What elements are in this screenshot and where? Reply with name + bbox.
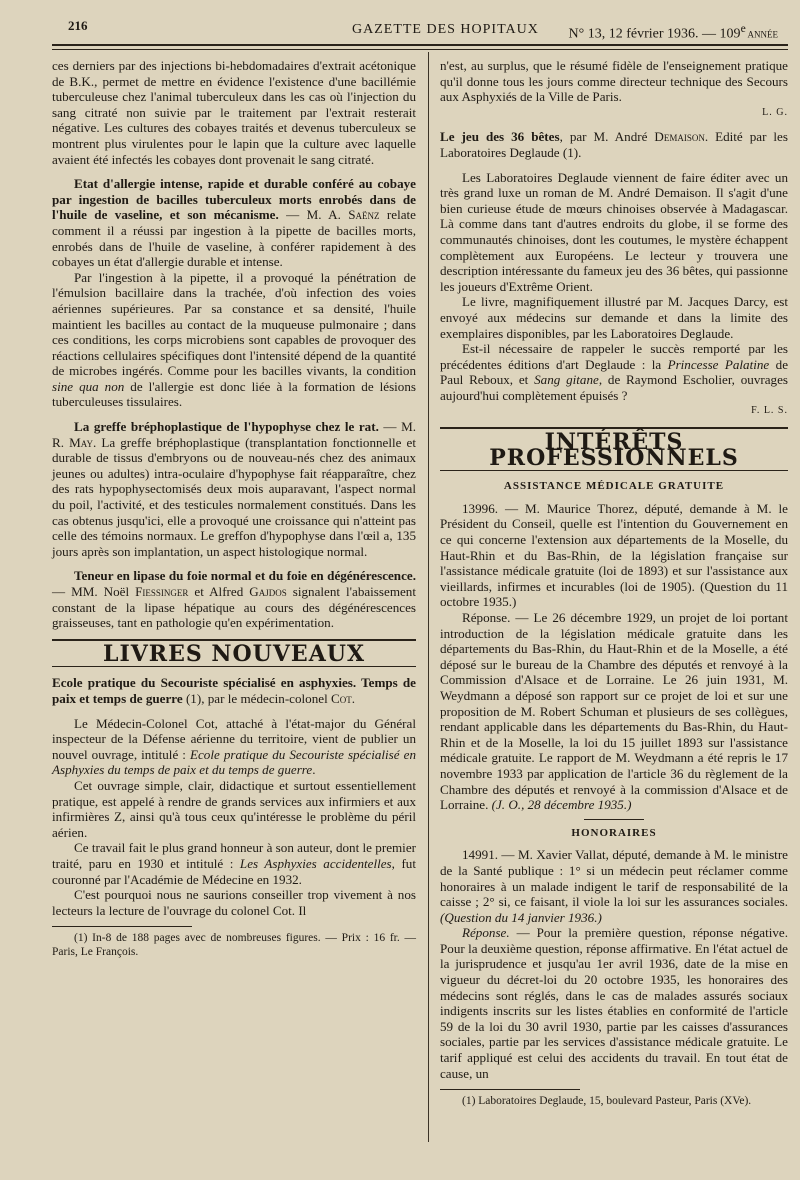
paragraph: C'est pourquoi nous ne saurions conseiller trop vivement à nos lecteurs la lecture de l'ouvrage du colonel Cot. Il <box>52 887 416 918</box>
journal-title: GAZETTE DES HOPITAUX <box>352 22 539 37</box>
subheading-assistance: ASSISTANCE MÉDICALE GRATUITE <box>503 480 725 493</box>
section-title-livres: LIVRES NOUVEAUX <box>102 640 366 667</box>
subheading-honoraires: HONORAIRES <box>571 826 657 839</box>
issue-info: N° 13, 12 février 1936. — 109e ANNÉE <box>568 22 778 42</box>
header-rule <box>52 44 788 46</box>
paragraph: ces derniers par des injections bi-hebdomadaires d'extrait acétonique de B.K., permet de mettre en évidence l'existence d'une bacillémie tuberculeuse chez l'animal tuberculeux dans les cas où l'injection du sang citraté non suivie par le traitement par l'extrait resterait négative. Les cultures des cobayes traités et devenus tuberculeux se montrent plus virulentes pour le lapin que la culture avec laquelle avaient été infectés les cobayes dont provenait le sang citraté. <box>52 58 416 167</box>
paragraph: Le livre, magnifiquement illustré par M. Jacques Darcy, est envoyé aux médecins sur demande et dans la limite des exemplaires disponibles, par les Laboratoires Deglaude. <box>440 294 788 341</box>
page-header <box>52 18 788 40</box>
paragraph: Cet ouvrage simple, clair, didactique et surtout essentiellement pratique, est appelé à rendre de grands services aux infirmiers et aux infirmières Z, ainsi qu'à tous ceux qu'intéresse le problème du péril aérien. <box>52 777 416 840</box>
page-number: 216 <box>68 18 88 33</box>
divider <box>584 819 644 820</box>
column-separator <box>428 52 429 1142</box>
book-entry-36-betes: Le jeu des 36 bêtes, par M. André Demaison. Edité par les Laboratoires Deglaude (1). <box>440 129 788 160</box>
signature: F. L. S. <box>751 405 788 417</box>
footnote: (1) Laboratoires Deglaude, 15, boulevard Pasteur, Paris (XVe). <box>462 1095 752 1108</box>
book-entry-secouriste: Ecole pratique du Secouriste spécialisé en asphyxies. Temps de paix et temps de guerre (1), par le médecin-colonel Cot. <box>52 675 416 706</box>
header-rule-thin <box>52 49 788 50</box>
left-column <box>52 58 416 959</box>
article-greffe: La greffe bréphoplastique de l'hypophyse chez le rat. — M. R. May. La greffe bréphoplastique (transplantation fonctionnelle et durable de tissus d'embryons ou de nouveau-nés chez des animaux jeunes ou adultes) intra-oculaire d'hypophyse fait réapparaître, chez des rats hypophysectomisés deux mois auparavant, l'aspect normal du poil, l'activité, et des testicules normalement constitués. Dans les cas obtenus jusqu'ici, elle a provoqué une croissance qui n'atteint pas celle des témoins normaux. Le greffon d'hypophyse dans l'œil a, 135 jours après son implantation, un aspect histologique normal. <box>52 419 417 559</box>
paragraph: Ce travail fait le plus grand honneur à son auteur, dont le premier traité, paru en 1930 et intitulé : Les Asphyxies accidentelles, fut couronné par l'Académie de Médecine en 1932. <box>52 840 416 887</box>
paragraph: Est-il nécessaire de rappeler le succès remporté par les précédentes éditions d'art Deglaude : la Princesse Palatine de Paul Reboux, et Sang gitane, de Raymond Escholier, ouvrages aujourd'hui complètement épuisés ? <box>440 341 788 403</box>
question: 14991. — M. Xavier Vallat, député, demande à M. le ministre de la Santé publique : 1° si un médecin peut réclamer comme honoraires à un malade indigent le tarif de responsabilité de la caisse ; 2° si, ce faisant, il viole la loi sur les assurances sociales. (Question du 14 janvier 1936.) <box>440 847 788 925</box>
footnote-rule <box>440 1089 580 1090</box>
signature: L. G. <box>762 106 788 118</box>
paragraph: n'est, au surplus, que le résumé fidèle de l'enseignement pratique qu'il donne tous les jours comme directeur technique des Secours aux Asphyxiés de la Ville de Paris. <box>440 58 788 105</box>
paragraph: Par l'ingestion à la pipette, il a provoqué la pénétration de l'émulsion bacillaire dans la trachée, d'où infection des voies aériennes supérieures. Par sa constance et sa densité, l'huile maintient les bacilles au contact de la muqueuse pulmonaire ; dans ces conditions, les corps microbiens sont capables de provoquer des réactions cellulaires spécifiques dont l'intensité dépend de la quantité de microbes ingérés. Comme pour les bacilles vivants, la condition sine qua non de l'allergie est donc liée à la formation de lésions tuberculeuses tissulaires. <box>52 269 416 410</box>
paragraph: Le Médecin-Colonel Cot, attaché à l'état-major du Général inspecteur de la Défense aérienne du territoire, vient de publier un nouvel ouvrage, intitulé : Ecole pratique du Secouriste spécialisé en Asphyxies du temps de paix et du temps de guerre. <box>52 715 416 778</box>
right-column <box>440 58 788 1108</box>
article-allergie: Etat d'allergie intense, rapide et durable conféré au cobaye par ingestion de bacilles tuberculeux morts enrobés dans de l'huile de vaseline, et son mécanisme. — M. A. Saënz relate comment il a réussi par ingestion à la pipette de bacilles morts, enrobés dans de l'huile de vaseline, à conférer rapidement à des cobayes un état d'allergie durable et intense. <box>52 176 416 270</box>
answer: Réponse. — Le 26 décembre 1929, un projet de loi portant introduction de la législation médicale gratuite dans les départements du Bas-Rhin, du Haut-Rhin et de la Moselle, a été déposé sur le bureau de la Chambre des députés et renvoyé à la Commission d'Alsace et de Lorraine. Le 26 juin 1931, M. Weydmann a déposé son rapport sur ce projet de loi et sur une proposition de M. Robert Schuman et plusieurs de ses collègues, rendant applicable dans les départements du Bas-Rhin, du Haut-Rhin et de la Moselle, la loi du 15 juillet 1893 sur l'assistance médicale gratuite. Le rapport de M. Weydmann a été repris le 17 novembre 1933 par application de l'article 36 du règlement de la Chambre des députés et renvoyé à la commission d'Alsace et de Lorraine. (J. O., 28 décembre 1935.) <box>440 610 788 813</box>
answer: Réponse. — Pour la première question, réponse négative. Pour la deuxième question, réponse affirmative. En l'état actuel de la jurisprudence et jusqu'au 1er avril 1936, date de la mise en vigueur du décret-loi du 20 octobre 1935, les honoraires des médecins sont réglés, dans le cas de malades assurés sociaux indigents inscrits sur les listes établies en conformité de l'article 59 de la loi du 30 avril 1930, partie par les caisses d'assurances sociales, partie par les services d'assistance médicale gratuite. Le tarif appliqué est celui des accidents du travail. En tout état de cause, un <box>440 925 788 1081</box>
footnote-rule <box>52 926 192 927</box>
question: 13996. — M. Maurice Thorez, député, demande à M. le Président du Conseil, quelle est l'intention du Gouvernement en ce qui concerne l'extension aux départements de la Moselle, du Haut-Rhin et du Bas-Rhin, de la législation française sur l'assistance médicale gratuite (loi de 1893) et sur l'assistance aux vieillards, infirmes et incurables (loi de 1905). (Question du 11 octobre 1935.) <box>440 500 788 610</box>
footnote: (1) In-8 de 188 pages avec de nombreuses figures. — Prix : 16 fr. — Paris, Le François. <box>52 932 416 959</box>
paragraph: Les Laboratoires Deglaude viennent de faire éditer avec un très grand luxe un roman de M. André Demaison. Il s'agit d'une bien curieuse étude de mœurs chinoises observée à Madagascar. Là comme dans tant d'autres endroits du globe, il se forme des communautés chinoises, dont les coutumes, le mystère échappent complètement aux Européens. Le lecteur y trouvera une description intéressante du fameux jeu des 36 bêtes, qui passionne les joueurs d'Extrême Orient. <box>440 169 788 294</box>
article-lipase: Teneur en lipase du foie normal et du foie en dégénérescence. — MM. Noël Fiessinger et Alfred Gajdos signalent l'abaissement constant de la lipase hépatique au cours des dégénérescences graisseuses, tant en pathologie qu'en expérimentation. <box>52 568 416 631</box>
section-title-interets: INTÉRÊTS PROFESSIONNELS <box>489 429 739 471</box>
